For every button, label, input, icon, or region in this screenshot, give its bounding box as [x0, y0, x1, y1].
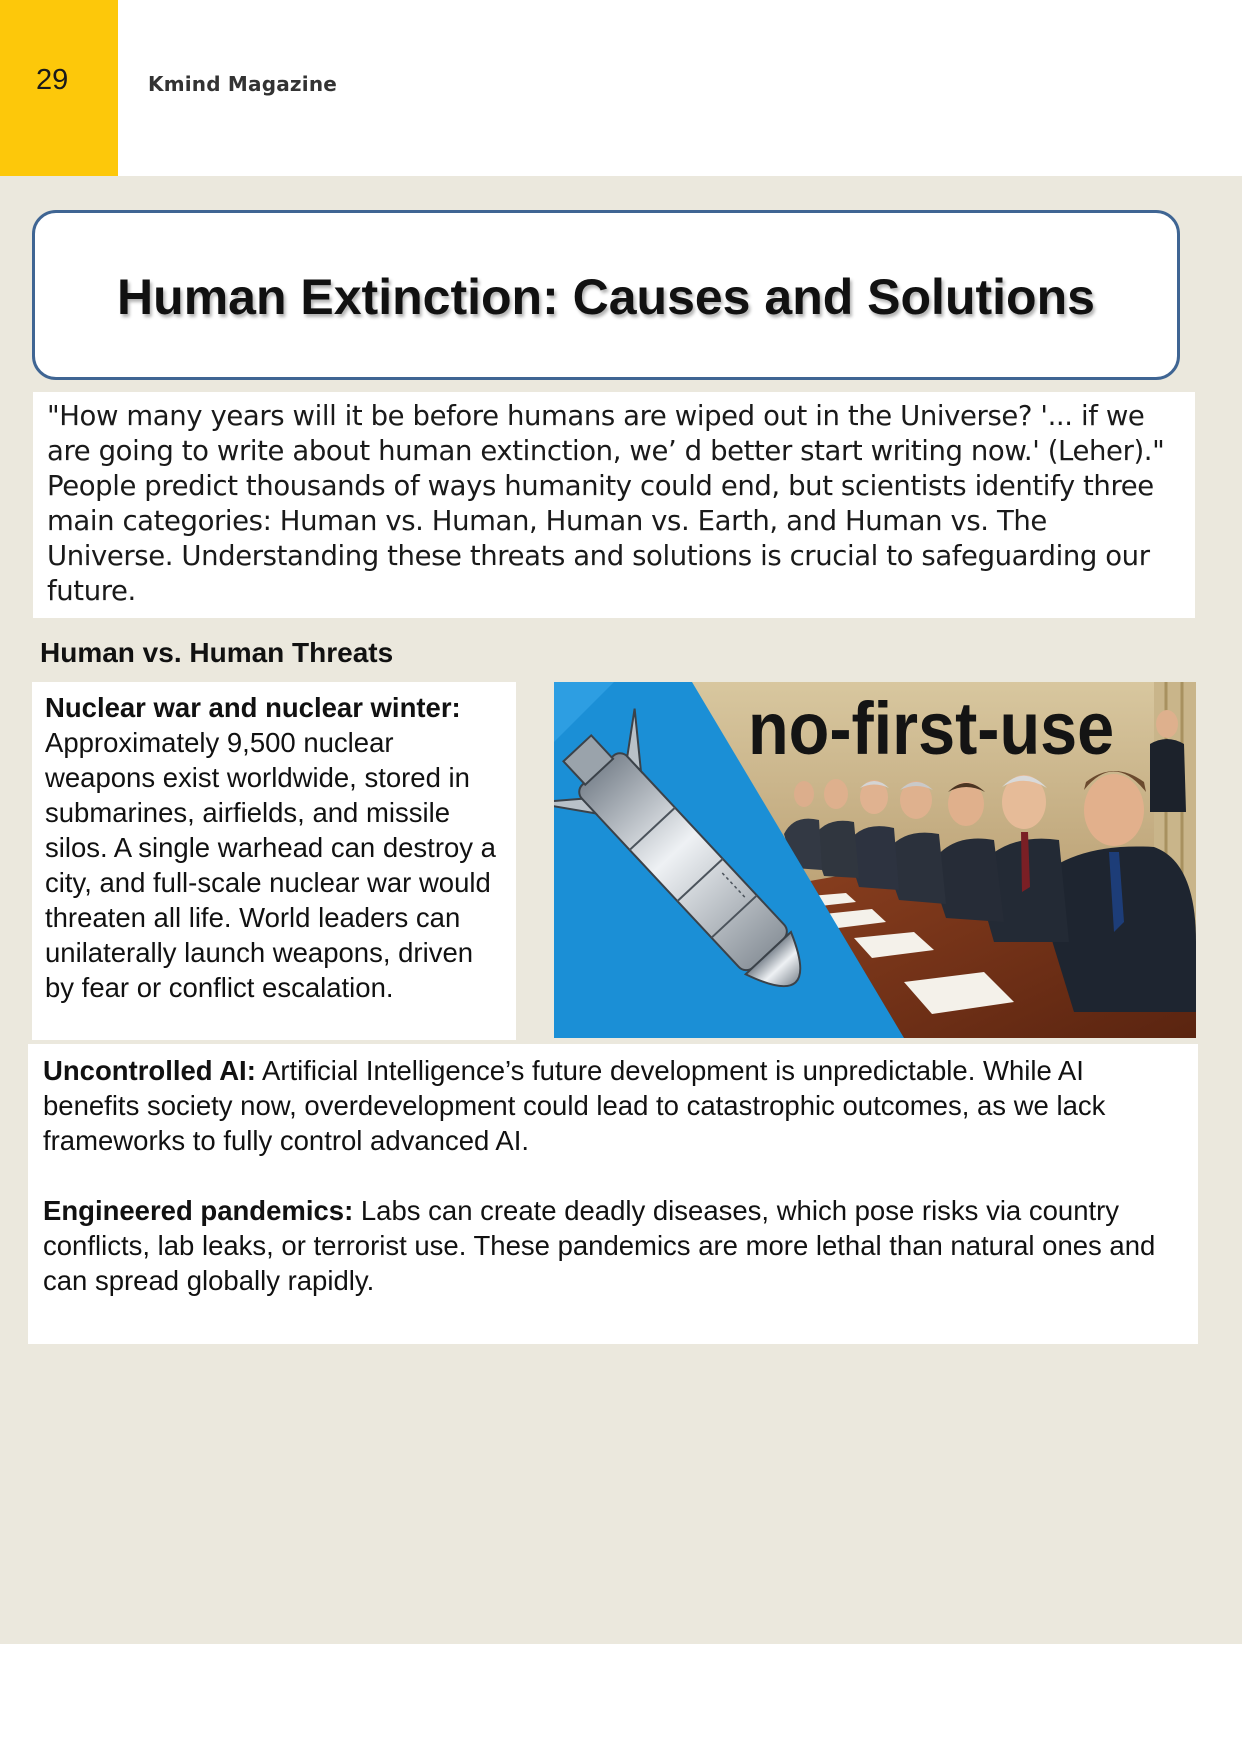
pandemics-paragraph [43, 1193, 1183, 1298]
page-number-tab [0, 0, 118, 176]
intro-paragraph: "How many years will it be before humans are wiped out in the Universe? '... if we are going to write about human extinction, we’ d better start writing now.' (Leher)." People predict thousands of ways humanity could end, but scientists identify three main categories: Human vs. Human, Human vs. Earth, and Human vs. The Universe. Understanding these threats and solutions is crucial to safeguarding our future. [33, 392, 1195, 618]
nuclear-label: Nuclear war and nuclear winter: [45, 692, 461, 723]
pandemics-label: Engineered pandemics: [43, 1195, 354, 1226]
magazine-name: Kmind Magazine [148, 72, 338, 96]
page-title: Human Extinction: Causes and Solutions [117, 269, 1095, 325]
nuclear-text: Approximately 9,500 nuclear weapons exist worldwide, stored in submarines, airfields, and missile silos. A single warhead can destroy a city, and full-scale nuclear war would threaten all life. World leaders can unilaterally launch weapons, driven by fear or conflict escalation. [45, 727, 496, 1003]
body-paragraphs [28, 1044, 1198, 1344]
illustration-svg [554, 682, 1196, 1038]
nuclear-paragraph [32, 682, 516, 1040]
illustration-no-first-use [554, 682, 1196, 1038]
page-number: 29 [36, 64, 69, 96]
title-box [32, 210, 1180, 380]
image-headline: no-first-use [748, 686, 1115, 770]
pandemics-text: Labs can create deadly diseases, which pose risks via country conflicts, lab leaks, or terrorist use. These pandemics are more lethal than natural ones and can spread globally rapidly. [43, 1195, 1156, 1296]
ai-label: Uncontrolled AI: [43, 1055, 256, 1086]
ai-paragraph [43, 1053, 1183, 1158]
ai-text: Artificial Intelligence’s future development is unpredictable. While AI benefits society now, overdevelopment could lead to catastrophic outcomes, as we lack frameworks to fully control advanced AI. [43, 1055, 1106, 1156]
section-heading: Human vs. Human Threats [40, 637, 394, 668]
